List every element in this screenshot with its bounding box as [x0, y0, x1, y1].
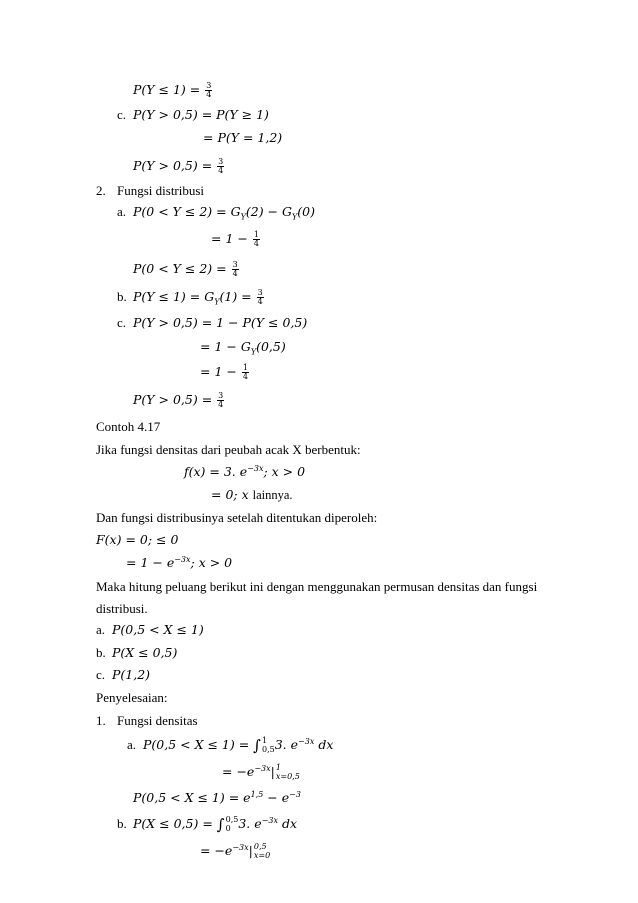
- math-text: = 1 − e: [126, 555, 175, 570]
- body-text: distribusi.: [96, 601, 148, 616]
- math-text: P(1,2): [112, 667, 151, 682]
- list-label: c.: [96, 667, 106, 682]
- integral-sign-icon: ∫: [216, 815, 225, 833]
- list-label: b.: [117, 815, 127, 831]
- math-expression: [112, 645, 177, 660]
- superscript: −3x: [254, 763, 271, 773]
- superscript: −3x: [174, 554, 191, 564]
- math-expression: [133, 790, 301, 805]
- math-text: 3. e: [238, 815, 262, 831]
- fraction: [217, 158, 224, 175]
- math-expression: [133, 315, 307, 330]
- line-6: [117, 204, 315, 220]
- line-8: [133, 261, 240, 278]
- math-expression: [200, 364, 250, 379]
- list-label: c.: [117, 107, 127, 122]
- line-20: [126, 555, 232, 571]
- math-text: = −e: [200, 842, 233, 858]
- body-text: Dan fungsi distribusinya setelah ditentukan diperoleh:: [96, 510, 378, 525]
- math-text: F(x) = 0; ≤ 0: [96, 532, 179, 547]
- body-text: Jika fungsi densitas dari peubah acak X berbentuk:: [96, 442, 361, 457]
- math-text: ; x > 0: [263, 464, 306, 479]
- superscript: −3x: [298, 736, 315, 746]
- body-text: Fungsi distribusi: [117, 183, 205, 198]
- fraction: [217, 392, 224, 409]
- line-29: [222, 763, 300, 781]
- line-10: [117, 315, 307, 331]
- fraction: [242, 364, 249, 381]
- math-expression: [112, 622, 204, 637]
- line-26: [96, 690, 167, 706]
- subscript: Y: [214, 297, 220, 307]
- math-text: (2) − G: [245, 204, 292, 219]
- body-text: Fungsi densitas: [117, 713, 198, 728]
- list-label: 2.: [96, 183, 106, 198]
- line-16: [184, 464, 305, 480]
- integral-limits: [262, 736, 275, 754]
- math-expression: [133, 158, 225, 173]
- math-expression: [203, 130, 282, 145]
- subscript: Y: [250, 347, 257, 357]
- plain-text: lainnya.: [252, 488, 293, 502]
- math-expression: [184, 464, 305, 479]
- evaluation-limits: [254, 842, 270, 860]
- fraction-numerator: 1: [242, 363, 248, 372]
- line-7: [211, 231, 261, 248]
- math-expression: [133, 288, 265, 307]
- fraction-numerator: 1: [253, 230, 259, 239]
- lower-limit: 0,5: [261, 745, 275, 754]
- math-text: = 1 −: [211, 231, 252, 246]
- line-12: [200, 364, 250, 381]
- math-expression: [143, 737, 333, 752]
- line-5: [96, 183, 204, 199]
- math-expression: [133, 261, 240, 276]
- math-text: f(x) = 3. e: [184, 464, 248, 479]
- line-11: [200, 339, 286, 355]
- math-text: |: [248, 842, 253, 858]
- superscript: 1,5: [250, 789, 264, 799]
- math-expression: [200, 339, 286, 357]
- lower-limit: x=0: [253, 851, 271, 860]
- math-expression: [211, 487, 293, 502]
- math-text: P(Y > 0,5) = P(Y ≥ 1): [133, 107, 269, 122]
- math-text: = 1 −: [200, 364, 241, 379]
- line-18: [96, 510, 377, 526]
- upper-limit: 1: [261, 736, 268, 745]
- math-text: P(Y > 0,5) = 1 − P(Y ≤ 0,5): [133, 315, 308, 330]
- fraction: [205, 82, 212, 99]
- fraction-numerator: 3: [218, 157, 224, 166]
- math-text: (0,5): [256, 339, 286, 354]
- line-14: [96, 419, 160, 435]
- line-23: [96, 622, 204, 638]
- math-text: P(X ≤ 0,5) =: [133, 815, 217, 831]
- integral-limits: [226, 815, 239, 833]
- math-expression: [211, 231, 261, 246]
- math-expression: [126, 555, 232, 570]
- math-expression: [133, 204, 315, 222]
- line-24: [96, 645, 177, 661]
- fraction-denominator: 4: [218, 400, 224, 409]
- math-text: (0): [297, 204, 315, 219]
- upper-limit: 0,5: [253, 842, 267, 851]
- math-text: 3. e: [274, 736, 299, 752]
- math-text: = P(Y = 1,2): [203, 130, 283, 145]
- math-text: P(Y > 0,5) =: [133, 392, 217, 407]
- line-17: [211, 487, 293, 503]
- fraction-denominator: 4: [206, 90, 212, 99]
- integral-sign-icon: ∫: [253, 736, 261, 754]
- math-text: dx: [314, 736, 334, 752]
- math-text: = 0; x: [211, 487, 253, 502]
- math-text: |: [270, 763, 275, 779]
- line-19: [96, 532, 178, 548]
- fraction-numerator: 3: [218, 391, 224, 400]
- line-31: [117, 815, 297, 833]
- math-text: P(0 < Y ≤ 2) = G: [133, 204, 241, 219]
- math-text: P(X ≤ 0,5): [112, 645, 178, 660]
- line-30: [133, 790, 301, 806]
- superscript: −3x: [232, 842, 249, 852]
- math-text: = 1 − G: [200, 339, 251, 354]
- line-28: [127, 736, 333, 754]
- fraction-numerator: 3: [257, 288, 263, 297]
- fraction: [257, 289, 264, 306]
- body-text: Contoh 4.17: [96, 419, 161, 434]
- list-label: a.: [127, 736, 137, 752]
- math-expression: [96, 532, 178, 547]
- lower-limit: x=0,5: [275, 772, 300, 781]
- line-1: [133, 82, 213, 99]
- math-text: P(0,5 < X ≤ 1) =: [143, 736, 254, 752]
- fraction-numerator: 3: [232, 260, 238, 269]
- math-text: dx: [277, 815, 298, 831]
- line-13: [133, 392, 225, 409]
- fraction-denominator: 4: [232, 269, 238, 278]
- list-label: b.: [117, 289, 127, 304]
- subscript: Y: [291, 212, 298, 222]
- list-label: c.: [117, 315, 127, 330]
- math-text: P(Y ≤ 1) =: [133, 82, 205, 97]
- subscript: Y: [240, 212, 246, 222]
- math-text: − e: [263, 790, 290, 805]
- superscript: −3: [289, 789, 301, 799]
- body-text: Penyelesaian:: [96, 690, 168, 705]
- list-label: b.: [96, 645, 106, 660]
- superscript: −3x: [247, 463, 264, 473]
- line-2: [117, 107, 269, 123]
- line-27: [96, 713, 198, 729]
- line-21: [96, 579, 537, 595]
- math-expression: [222, 764, 300, 779]
- upper-limit: 1: [275, 763, 281, 772]
- math-expression: [133, 392, 225, 407]
- fraction-denominator: 4: [253, 239, 259, 248]
- line-3: [203, 130, 282, 146]
- line-9: [117, 289, 265, 306]
- fraction: [253, 231, 260, 248]
- line-15: [96, 442, 361, 458]
- math-expression: [133, 107, 269, 122]
- fraction-numerator: 3: [206, 81, 212, 90]
- fraction-denominator: 4: [257, 297, 263, 306]
- math-expression: [133, 816, 297, 831]
- line-4: [133, 158, 225, 175]
- evaluation-limits: [276, 763, 300, 781]
- math-text: (1) =: [219, 289, 256, 304]
- math-expression: [200, 843, 270, 858]
- upper-limit: 0,5: [225, 815, 239, 824]
- list-label: a.: [117, 204, 127, 219]
- line-22: [96, 601, 148, 617]
- body-text: Maka hitung peluang berikut ini dengan menggunakan permusan densitas dan fungsi: [96, 579, 538, 594]
- fraction: [232, 261, 239, 278]
- math-expression: [112, 667, 150, 682]
- math-text: P(Y > 0,5) =: [133, 158, 217, 173]
- math-text: = −e: [222, 763, 255, 779]
- math-text: ; x > 0: [190, 555, 233, 570]
- math-text: P(0 < Y ≤ 2) =: [133, 261, 231, 276]
- list-label: 1.: [96, 713, 106, 728]
- line-25: [96, 667, 150, 683]
- superscript: −3x: [261, 815, 278, 825]
- fraction-denominator: 4: [242, 372, 248, 381]
- line-32: [200, 842, 270, 860]
- math-text: P(Y ≤ 1) = G: [133, 289, 215, 304]
- math-text: P(0,5 < X ≤ 1): [112, 622, 204, 637]
- math-text: P(0,5 < X ≤ 1) = e: [133, 790, 251, 805]
- list-label: a.: [96, 622, 106, 637]
- math-expression: [133, 82, 213, 97]
- lower-limit: 0: [225, 824, 231, 833]
- fraction-denominator: 4: [218, 166, 224, 175]
